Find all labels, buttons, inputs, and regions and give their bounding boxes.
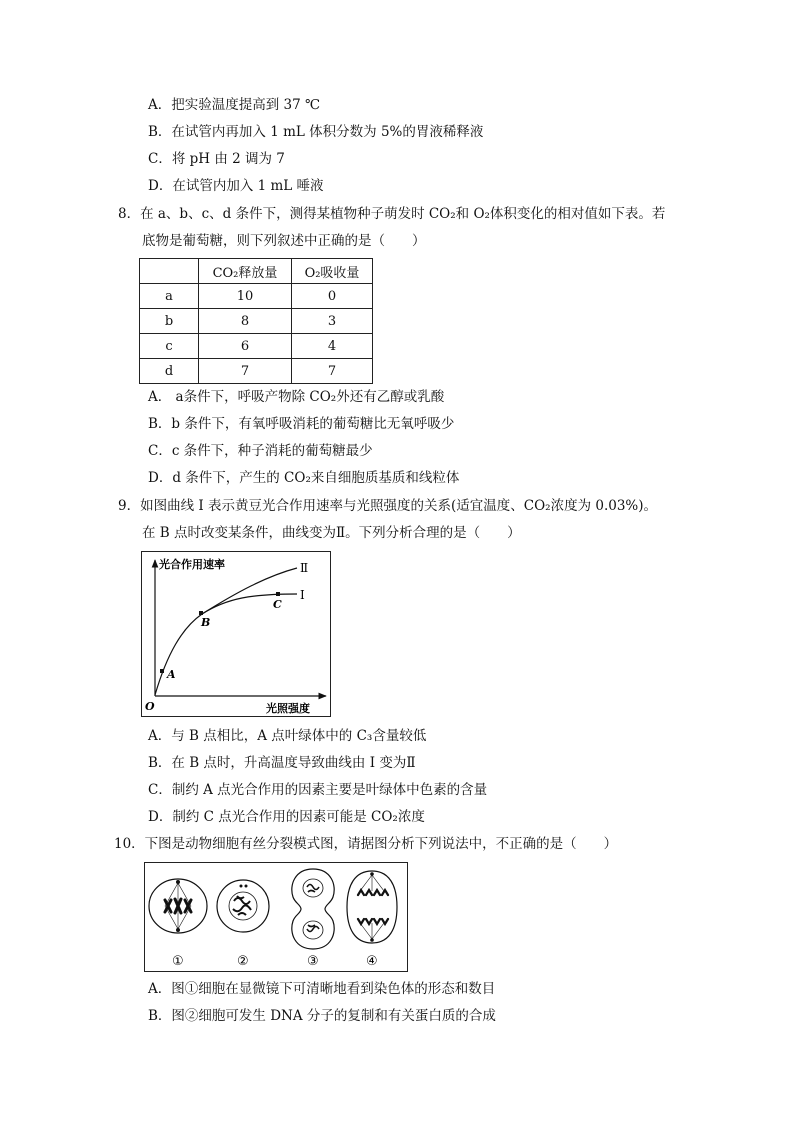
cell-label-3: ③	[307, 954, 319, 969]
q8-option-c: C．c 条件下，种子消耗的葡萄糖最少	[148, 443, 373, 459]
photosynthesis-graph	[141, 551, 331, 717]
table-header-cell	[140, 259, 199, 284]
q7-option-b: B．在试管内再加入 1 mL 体积分数为 5%的胃液稀释液	[148, 124, 484, 140]
q8-stem-line2: 底物是葡萄糖，则下列叙述中正确的是（ ）	[142, 233, 426, 249]
table-cell: 7	[292, 359, 373, 384]
cell-1-metaphase	[149, 879, 207, 933]
table-cell: c	[140, 334, 199, 359]
q9-option-c: C．制约 A 点光合作用的因素主要是叶绿体中色素的含量	[148, 782, 488, 798]
point-c-marker	[276, 592, 280, 596]
q7-option-c: C．将 pH 由 2 调为 7	[148, 151, 285, 167]
q8-option-b: B．b 条件下，有氧呼吸消耗的葡萄糖比无氧呼吸少	[148, 416, 455, 432]
table-cell: a	[140, 284, 199, 309]
cell-2-prophase	[217, 880, 269, 932]
q9-option-d: D．制约 C 点光合作用的因素可能是 CO₂浓度	[148, 809, 425, 825]
point-b-marker	[199, 611, 203, 615]
point-a-marker	[160, 669, 164, 673]
q8-option-d: D．d 条件下，产生的 CO₂来自细胞质基质和线粒体	[148, 470, 460, 486]
mitosis-svg	[145, 863, 407, 971]
q9-stem-line1: 9．如图曲线 Ⅰ 表示黄豆光合作用速率与光照强度的关系(适宜温度、CO₂浓度为 0.03%)。	[118, 498, 658, 514]
cell-label-4: ④	[366, 954, 378, 969]
table-cell: 3	[292, 309, 373, 334]
table-row	[140, 334, 373, 359]
q9-option-a: A．与 B 点相比，A 点叶绿体中的 C₃含量较低	[148, 728, 427, 744]
curve-2	[202, 568, 297, 614]
q9-option-b: B．在 B 点时，升高温度导致曲线由 Ⅰ 变为Ⅱ	[148, 755, 416, 771]
table-cell: 6	[199, 334, 292, 359]
q7-option-d: D．在试管内加入 1 mL 唾液	[148, 178, 324, 194]
table-cell: 4	[292, 334, 373, 359]
q10-option-a: A．图①细胞在显微镜下可清晰地看到染色体的形态和数目	[148, 981, 496, 997]
table-header-cell: CO₂释放量	[199, 259, 292, 284]
graph-svg	[142, 552, 330, 716]
cell-4-anaphase	[347, 871, 397, 943]
y-axis-label: 光合作用速率	[159, 558, 225, 571]
mitosis-figure	[144, 862, 408, 972]
table-row	[140, 309, 373, 334]
table-header-cell: O₂吸收量	[292, 259, 373, 284]
cell-label-2: ②	[237, 954, 249, 969]
origin-label: O	[145, 700, 155, 713]
point-b-label: B	[201, 616, 211, 629]
table-header-row	[140, 259, 373, 284]
q7-option-a: A．把实验温度提高到 37 ℃	[148, 97, 321, 113]
table-cell: 0	[292, 284, 373, 309]
table-cell: 7	[199, 359, 292, 384]
table-cell: b	[140, 309, 199, 334]
table-cell: d	[140, 359, 199, 384]
cell-label-1: ①	[172, 954, 184, 969]
q8-table	[139, 258, 373, 384]
table-cell: 10	[199, 284, 292, 309]
curve-1-label: Ⅰ	[300, 588, 305, 602]
q9-stem-line2: 在 B 点时改变某条件，曲线变为Ⅱ。下列分析合理的是（ ）	[142, 525, 521, 541]
q8-stem-line1: 8．在 a、b、c、d 条件下，测得某植物种子萌发时 CO₂和 O₂体积变化的相对值如下表。若	[118, 206, 666, 222]
curve-2-label: Ⅱ	[300, 561, 309, 575]
x-axis-label: 光照强度	[266, 702, 310, 715]
q10-stem: 10．下图是动物细胞有丝分裂模式图，请据图分析下列说法中，不正确的是（ ）	[114, 836, 618, 852]
table-cell: 8	[199, 309, 292, 334]
table-row	[140, 359, 373, 384]
point-a-label: A	[167, 668, 176, 681]
table-row	[140, 284, 373, 309]
point-c-label: C	[273, 598, 282, 611]
q8-option-a: A． a条件下，呼吸产物除 CO₂外还有乙醇或乳酸	[148, 389, 445, 405]
q10-option-b: B．图②细胞可发生 DNA 分子的复制和有关蛋白质的合成	[148, 1008, 496, 1024]
cell-3-telophase	[292, 869, 334, 949]
